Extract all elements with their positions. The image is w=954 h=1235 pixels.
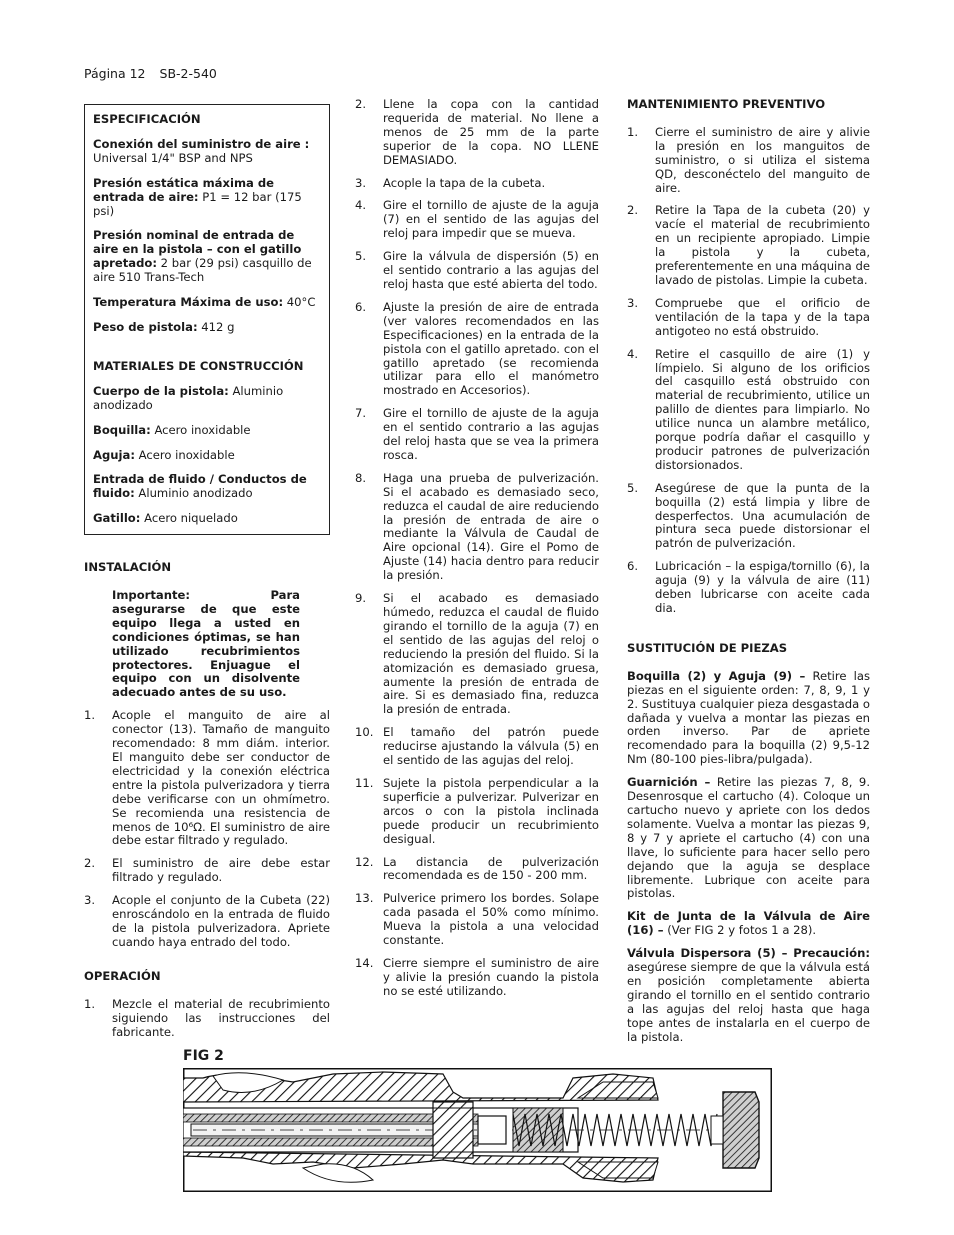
list-item: 14. Cierre siempre el suministro de aire y alivie la presión cuando la pistola no se esté utilizando. xyxy=(355,955,599,998)
material-item xyxy=(93,512,321,526)
materials-title: MATERIALES DE CONSTRUCCIÓN xyxy=(93,358,304,373)
spec-item-text: P1 = 12 bar (175 psi) xyxy=(93,189,302,218)
page-number: Página 12 xyxy=(84,66,146,81)
list-item: 11. Sujete la pistola perpendicular a la superficie a pulverizar. Pulverizar en arcos o con la pistola inclinada puede producir un recubrimiento desigual. xyxy=(355,775,599,846)
spec-item-text: 2 bar (29 psi) casquillo de aire 510 Trans-Tech xyxy=(93,256,312,285)
material-item xyxy=(93,424,321,438)
replacement-item: Boquilla (2) y Aguja (9) – Retire las piezas en el siguiente orden: 7, 8, 9, 1 y 2. Sustituya cualquier pieza desgastada o dañada y vuelva a montar las piezas en orden inverso. Par de apriete recomendado para la boquilla (2) 9,5-12 Nm (80-100 pies-libra/pulgada). xyxy=(627,668,870,767)
spec-item-label: Temperatura Máxima de uso: xyxy=(93,295,284,310)
list-item: 9. Si el acabado es demasiado húmedo, reduzca el caudal de fluido girando el tornillo de la aguja (7) en el sentido de las agujas del reloj o reduciendo la presión del fluido. Si la atomización es demasiado gruesa, aumente la presión de entrada de aire. Si es demasiado fina, reduzca la presión de entrada. xyxy=(355,591,599,717)
replacement-title: SUSTITUCIÓN DE PIEZAS xyxy=(627,640,788,655)
spec-item xyxy=(93,321,321,335)
page-header xyxy=(84,67,217,81)
spec-item-text: Universal 1/4" BSP and NPS xyxy=(93,150,253,165)
list-item: 1. Cierre el suministro de aire y alivie la presión en los manguitos de suministro, o si utiliza el sistema QD, desconéctelo del manguito de aire. xyxy=(627,124,870,195)
spec-item-label: Conexión del suministro de aire : xyxy=(93,136,310,151)
list-item: 4. Retire el casquillo de aire (1) y límpielo. Si alguno de los orificios del casquillo está obstruido con material de recubrimiento, utilice un palillo de dientes para limpiarlo. No utilice nunca un alambre metálico, porque podría dañar el casquillo y producir patrones de pulverización distorsionados. xyxy=(627,346,870,472)
operation-steps-part2 xyxy=(355,98,599,999)
spec-item-text: 40°C xyxy=(286,295,316,310)
spec-item xyxy=(93,177,321,219)
spec-item xyxy=(93,229,321,285)
list-item: 3. Compruebe que el orificio de ventilación de la tapa y de la tapa antigoteo no está obstruido. xyxy=(627,295,870,338)
material-text: Aluminio anodizado xyxy=(93,383,284,412)
list-item: 4. Gire el tornillo de ajuste de la aguja (7) en el sentido de las agujas del reloj para impedir que se mueva. xyxy=(355,198,599,241)
list-item: 5. Gire la válvula de dispersión (5) en el sentido contrario a las agujas del reloj hasta que esté abierta del todo. xyxy=(355,249,599,291)
maintenance-steps xyxy=(627,126,870,616)
material-label: Gatillo: xyxy=(93,511,141,526)
maintenance-title: MANTENIMIENTO PREVENTIVO xyxy=(627,97,826,111)
document-code: SB-2-540 xyxy=(159,66,217,81)
material-text: Aluminio anodizado xyxy=(138,486,253,501)
spec-item-label: Presión estática máxima de entrada de aire: xyxy=(93,175,275,204)
material-label: Aguja: xyxy=(93,447,135,462)
list-item: 13. Pulverice primero los bordes. Solape cada pasada el 50% como mínimo. Mueva la pistola a una velocidad constante. xyxy=(355,891,599,948)
replacement-item: Guarnición – Retire las piezas 7, 8, 9. Desenrosque el cartucho (4). Coloque un cartucho nuevo y apriete con los dedos solamente. Vuelva a montar las piezas 9, 8 y 7 y apriete el cartucho (4) con una llave, lo suficiente para hacer sello pero dejando que la aguja se desplace libremente. Lubrique con aceite para pistolas. xyxy=(627,775,870,901)
list-item: 1. Acople el manguito de aire al conector (13). Tamaño de manguito recomendado: 8 mm diám. interior. El manguito debe ser conductor de electricidad y la conexión eléctrica entre la pistola pulverizadora y tierra debe verificarse con un ohmímetro. Se recomienda una resistencia de menos de 10⁶Ω. El suministro de aire debe estar filtrado y regulado. xyxy=(84,708,330,848)
list-item: 2. El suministro de aire debe estar filtrado y regulado. xyxy=(84,856,330,885)
important-note: Importante: Para asegurarse de que este equipo llega a usted en condiciones óptimas, se han utilizado recubrimientos protectores. Enjuague el equipo con un disolvente adecuado antes de su uso. xyxy=(112,588,300,700)
figure-label: FIG 2 xyxy=(183,1048,224,1064)
spec-item-label: Presión nominal de entrada de aire en la pistola – con el gatillo apretado: xyxy=(93,228,302,271)
specification-title: ESPECIFICACIÓN xyxy=(93,112,201,126)
specification-box xyxy=(84,104,330,535)
list-item: 2. Retire la Tapa de la cubeta (20) y vacíe el material de recubrimiento en un recipiente apropiado. Limpie la pistola y la cubeta, preferentemente en una máquina de lavado de pistolas. Limpie la cubeta. xyxy=(627,203,870,287)
column-3 xyxy=(627,98,870,1053)
material-item xyxy=(93,449,321,463)
material-item xyxy=(93,473,321,501)
spec-item xyxy=(93,296,321,310)
list-item: 12. La distancia de pulverización recomendada es de 150 - 200 mm. xyxy=(355,854,599,883)
list-item: 1. Mezcle el material de recubrimiento siguiendo las instrucciones del fabricante. xyxy=(84,996,330,1039)
list-item: 8. Haga una prueba de pulverización. Si el acabado es demasiado seco, reduzca el caudal de aire reduciendo la presión de entrada de aire o mediante la Válvula de Caudal de Aire opcional (14). Gire el Pomo de Ajuste (14) hacia dentro para reducir la presión. xyxy=(355,470,599,583)
installation-title: INSTALACIÓN xyxy=(84,560,172,575)
installation-steps xyxy=(84,709,330,950)
column-2 xyxy=(355,98,599,1008)
spec-item xyxy=(93,138,321,166)
list-item: 2. Llene la copa con la cantidad requerida de material. No llene a menos de 25 mm de la parte superior de la copa. NO LLENE DEMASIADO. xyxy=(355,97,599,167)
spec-item-text: 412 g xyxy=(201,319,235,334)
material-text: Acero inoxidable xyxy=(154,422,251,437)
list-item: 3. Acople el conjunto de la Cubeta (22) enroscándolo en la entrada de fluido de la pistola pulverizadora. Apriete cuando haya entrado del todo. xyxy=(84,893,330,949)
material-item xyxy=(93,385,321,413)
operation-steps-part1 xyxy=(84,998,330,1040)
material-label: Boquilla: xyxy=(93,422,151,437)
column-1 xyxy=(84,98,330,1048)
list-item: 3. Acople la tapa de la cubeta. xyxy=(355,175,546,190)
replacement-item: Válvula Dispersora (5) – Precaución: asegúrese siempre de que la válvula está en posición completamente abierta girando el tornillo en el sentido contrario a las agujas del reloj hasta que haga tope antes de instalarla en el cuerpo de la pistola. xyxy=(627,946,870,1044)
list-item: 10. El tamaño del patrón puede reducirse ajustando la válvula (5) en el sentido de las agujas del reloj. xyxy=(355,725,599,768)
spec-item-label: Peso de pistola: xyxy=(93,319,198,334)
list-item: 6. Ajuste la presión de aire de entrada (ver valores recomendados en las Especificaciones) en la entrada de la pistola con el gatillo apretado. con el gatillo apretado (se recomienda utilizar para ello el manómetro mostrado en Accesorios). xyxy=(355,299,599,398)
operation-title: OPERACIÓN xyxy=(84,968,161,983)
list-item: 5. Asegúrese de que la punta de la boquilla (2) está limpia y libre de desperfectos. Una acumulación de pintura seca puede distorsionar el patrón de pulverización. xyxy=(627,480,870,551)
spray-gun-cross-section-diagram xyxy=(183,1068,772,1192)
material-label: Entrada de fluido / Conductos de fluido: xyxy=(93,472,307,501)
material-text: Acero niquelado xyxy=(144,511,238,526)
list-item: 6. Lubricación – la espiga/tornillo (6), la aguja (9) y la válvula de aire (11) deben lubricarse con aceite cada dia. xyxy=(627,559,870,615)
replacement-item: Kit de Junta de la Válvula de Aire (16) – (Ver FIG 2 y fotos 1 a 28). xyxy=(627,909,870,938)
material-text: Acero inoxidable xyxy=(138,447,235,462)
list-item: 7. Gire el tornillo de ajuste de la aguja en el sentido contrario a las agujas del reloj hasta que se vea la primera rosca. xyxy=(355,406,599,462)
material-label: Cuerpo de la pistola: xyxy=(93,383,229,398)
